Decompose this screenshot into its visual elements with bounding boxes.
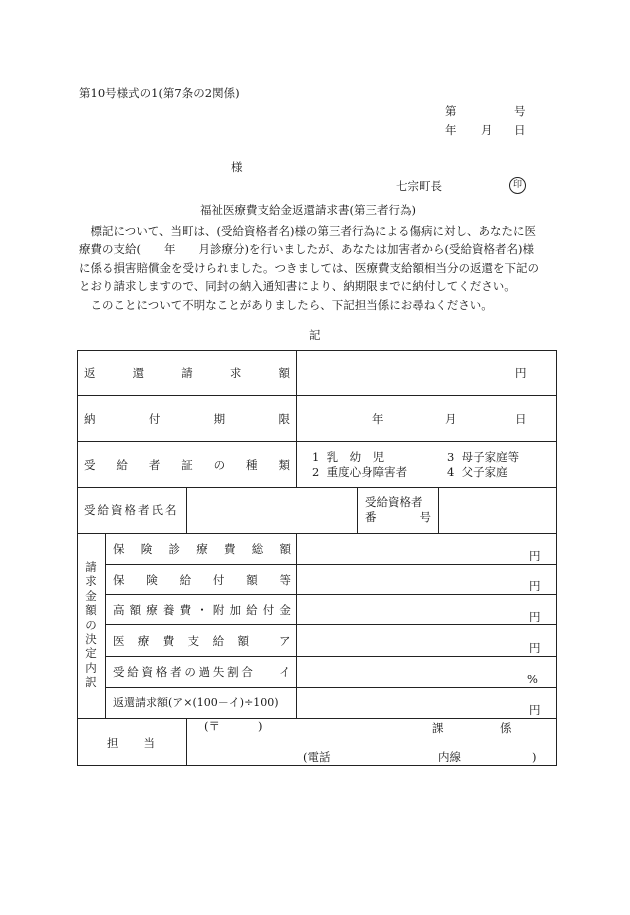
breakdown-unit: 円 [529, 641, 541, 655]
breakdown-unit: 円 [529, 549, 541, 563]
date-year: 年 [445, 123, 457, 137]
addressee-suffix: 様 [231, 160, 243, 174]
date-day: 日 [514, 123, 526, 137]
body-text [79, 222, 557, 314]
phone-close: ) [532, 750, 537, 764]
extension-label: 内線 [438, 750, 461, 764]
nofu-label: 納 付 期 限 [84, 412, 290, 426]
document-title: 福祉医療費支給金返還請求書(第三者行為) [200, 203, 416, 217]
recipient-number-label-bottom: 番 号 [365, 510, 431, 524]
card-type-option: 1 乳 幼 児 [312, 450, 385, 464]
tanto-label: 担 当 [107, 736, 155, 750]
ki-heading: 記 [309, 328, 321, 342]
postal-close: ) [258, 719, 263, 733]
breakdown-mark: イ [279, 665, 291, 679]
section-ka: 課 [432, 721, 444, 735]
breakdown-label: 医 療 費 支 給 額 [113, 634, 249, 648]
nofu-day: 日 [515, 412, 527, 426]
card-type-option: 3 母子家庭等 [447, 450, 520, 464]
form-number: 第10号様式の1(第7条の2関係) [79, 86, 240, 100]
breakdown-mark: ア [279, 634, 291, 648]
recipient-number-label-top: 受給資格者 [365, 495, 423, 509]
card-type-option: 2 重度心身障害者 [312, 465, 408, 479]
date-month: 月 [481, 123, 493, 137]
breakdown-unit: % [527, 672, 538, 686]
body-line-2: 療費の支給( 年 月診療分)を行いましたが、あなたは加害者から(受給資格者名)様 [79, 242, 534, 257]
breakdown-label: 高 額 療 養 費 ・ 附 加 給 付 金 [113, 603, 291, 617]
card-type-label: 受 給 者 証 の 種 類 [84, 458, 290, 472]
breakdown-unit: 円 [529, 610, 541, 624]
issuer: 七宗町長 [396, 179, 442, 193]
doc-no-label: 第 [445, 104, 457, 118]
breakdown-label: 保 険 給 付 額 等 [113, 573, 291, 587]
breakdown-label: 保 険 診 療 費 総 額 [113, 542, 291, 556]
seal-icon [509, 177, 526, 194]
doc-no-suffix: 号 [514, 104, 526, 118]
body-line-1: 標記について、当町は、(受給資格者名)様の第三者行為による傷病に対し、あなたに医 [79, 224, 537, 238]
formula-label: 返還請求額(ア×(100－イ)÷100) [113, 696, 279, 709]
section-kakari: 係 [500, 721, 512, 735]
breakdown-label: 受 給 資 格 者 の 過 失 割 合 [113, 665, 253, 679]
henkan-unit: 円 [515, 366, 527, 380]
nofu-month: 月 [445, 412, 457, 426]
henkan-label: 返 還 請 求 額 [84, 366, 290, 380]
breakdown-unit: 円 [529, 579, 541, 593]
breakdown-section-label: 請 求 金 額 の 決 定 内 訳 [85, 560, 97, 690]
body-line-5: このことについて不明なことがありましたら、下記担当係にお尋ねください。 [79, 297, 493, 312]
body-line-4: とおり請求しますので、同封の納入通知書により、納期限までに納付してください。 [79, 279, 516, 294]
formula-unit: 円 [529, 703, 541, 717]
nofu-year: 年 [372, 412, 384, 426]
phone-label: (電話 [303, 750, 331, 764]
card-type-option: 4 父子家庭 [447, 465, 508, 479]
postal-open: (〒 [204, 719, 220, 733]
body-line-3: に係る損害賠償金を受けられました。つきましては、医療費支給額相当分の返還を下記の [79, 260, 539, 275]
seal-text: 印 [512, 180, 522, 190]
recipient-name-label: 受給資格者氏名 [84, 503, 179, 517]
